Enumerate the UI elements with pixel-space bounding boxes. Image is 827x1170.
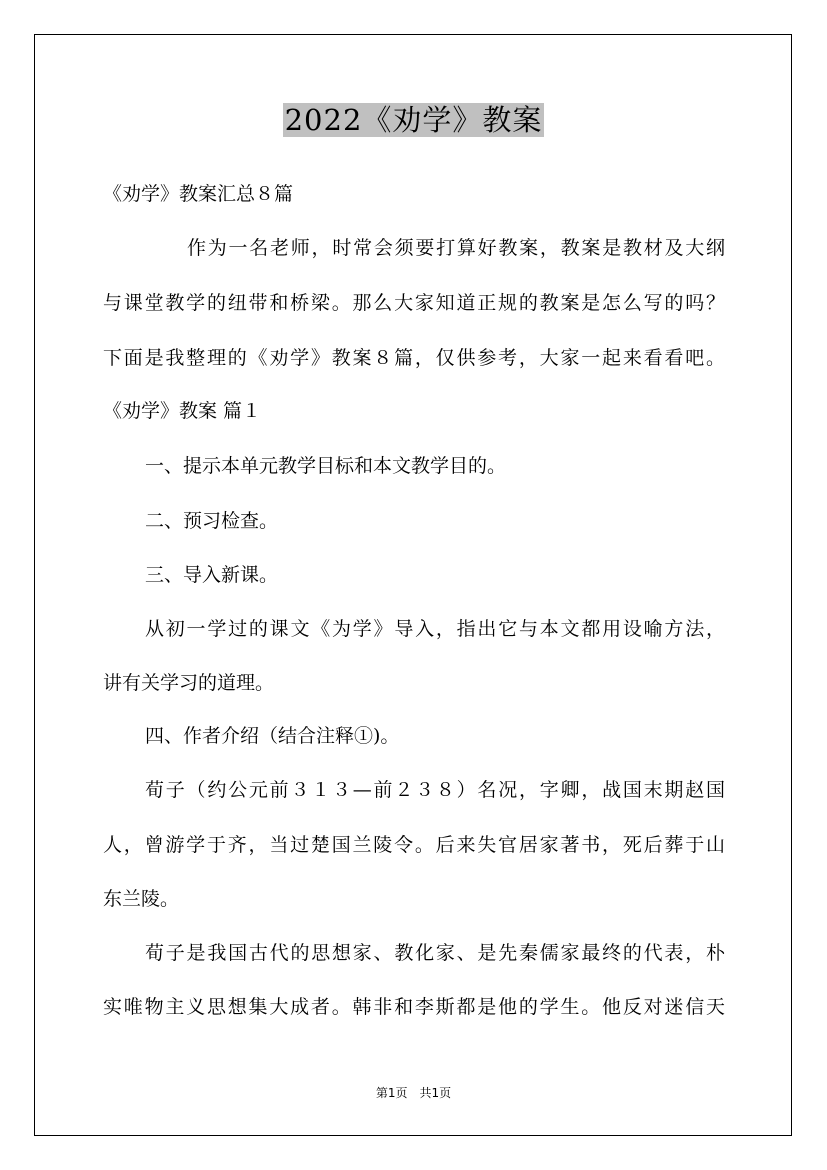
line-3: 与课堂教学的纽带和桥梁。那么大家知道正规的教案是怎么写的吗？ xyxy=(103,292,725,314)
page-number-footer: 第1页 共1页 xyxy=(375,1086,452,1100)
line-10: 讲有关学习的道理。 xyxy=(103,672,275,694)
line-12: 荀子（约公元前３１３—前２３８）名况，字卿，战国末期赵国 xyxy=(145,779,725,801)
line-2: 作为一名老师，时常会须要打算好教案，教案是教材及大纲 xyxy=(187,237,725,259)
line-13: 人，曾游学于齐，当过楚国兰陵令。后来失官居家著书，死后葬于山 xyxy=(103,834,725,856)
line-4: 下面是我整理的《劝学》教案８篇，仅供参考，大家一起来看看吧。 xyxy=(103,347,725,369)
line-5: 《劝学》教案 篇１ xyxy=(103,400,262,422)
line-9: 从初一学过的课文《为学》导入，指出它与本文都用设喻方法， xyxy=(145,618,725,640)
line-16: 实唯物主义思想集大成者。韩非和李斯都是他的学生。他反对迷信天 xyxy=(103,996,725,1018)
line-6: 一、提示本单元教学目标和本文教学目的。 xyxy=(145,455,507,477)
line-7: 二、预习检查。 xyxy=(145,510,279,532)
line-11: 四、作者介绍（结合注释①)。 xyxy=(145,725,400,747)
line-1: 《劝学》教案汇总８篇 xyxy=(103,183,294,205)
document-title: 2022《劝学》教案 xyxy=(284,103,543,137)
line-14: 东兰陵。 xyxy=(103,888,180,910)
document-title-wrap xyxy=(0,98,827,142)
line-15: 荀子是我国古代的思想家、教化家、是先秦儒家最终的代表，朴 xyxy=(145,942,725,964)
line-8: 三、导入新课。 xyxy=(145,564,279,586)
